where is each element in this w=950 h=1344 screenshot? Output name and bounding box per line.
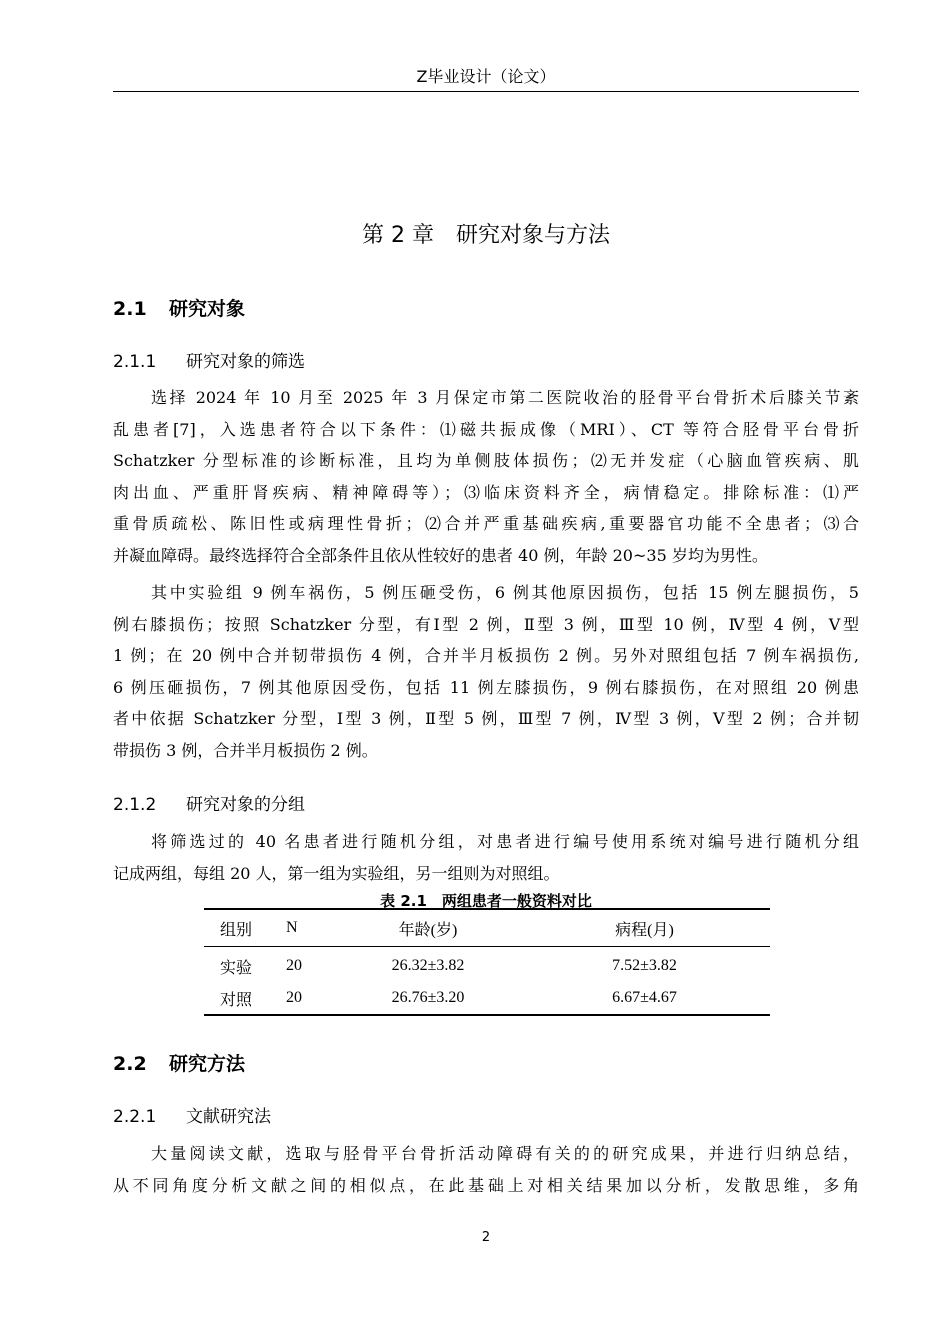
- text-line: Schatzker 分型标准的诊断标准，且均为单侧肢体损伤；⑵无并发症（心脑血管疾病、肌: [113, 451, 859, 470]
- table-cell: 26.76±3.20: [337, 982, 519, 1015]
- subsection-title: 研究对象的筛选: [186, 352, 305, 372]
- text-line: 并凝血障碍。最终选择符合全部条件且依从性较好的患者 40 例，年龄 20~35 岁均为男性。: [113, 545, 768, 565]
- chapter-title: 第 2 章 研究对象与方法: [362, 223, 610, 248]
- paragraph-grouping: [113, 826, 859, 889]
- paragraph-literature-method: [113, 1138, 859, 1201]
- section-heading-2-2: [113, 1049, 245, 1076]
- table-cell: 对照: [204, 982, 285, 1015]
- subsection-number: 2.1.1: [113, 352, 157, 372]
- text-line: 从不同角度分析文献之间的相似点，在此基础上对相关结果加以分析，发散思维，多角: [113, 1175, 859, 1195]
- comparison-table: [204, 908, 770, 1016]
- subsection-title: 文献研究法: [186, 1107, 271, 1127]
- table-cell: 20: [286, 957, 302, 974]
- subsection-heading-2-2-1: [113, 1102, 271, 1127]
- text-line: 记成两组，每组 20 人，第一组为实验组，另一组则为对照组。: [113, 863, 560, 883]
- text-line: 大量阅读文献，选取与胫骨平台骨折活动障碍有关的的研究成果，并进行归纳总结，: [151, 1144, 859, 1163]
- text-line: 例右膝损伤；按照 Schatzker 分型，有Ⅰ型 2 例，Ⅱ型 3 例，Ⅲ型 10 例，Ⅳ型 4 例，Ⅴ型: [113, 614, 859, 634]
- table-caption: 表 2.1 两组患者一般资料对比: [380, 892, 592, 910]
- table-cell: 7.52±3.82: [612, 957, 677, 974]
- table-row: [204, 947, 770, 983]
- table-header-row: [204, 909, 770, 947]
- table-cell: 20: [285, 982, 337, 1015]
- subsection-title: 研究对象的分组: [186, 795, 305, 815]
- section-number: 2.1: [113, 298, 147, 320]
- section-number: 2.2: [113, 1053, 147, 1075]
- subsection-number: 2.2.1: [113, 1107, 157, 1127]
- text-line: 1 例；在 20 例中合并韧带损伤 4 例，合并半月板损伤 2 例。另外对照组包括 7 例车祸损伤,: [113, 646, 859, 665]
- table-cell: 6.67±4.67: [519, 982, 770, 1015]
- subsection-heading-2-1-1: [113, 347, 305, 372]
- text-line: 肉出血、严重肝肾疾病、精神障碍等）；⑶临床资料齐全，病情稳定。排除标准：⑴严: [113, 482, 859, 502]
- text-line: 选择 2024 年 10 月至 2025 年 3 月保定市第二医院收治的胫骨平台骨折术后膝关节紊: [151, 388, 859, 407]
- subsection-heading-2-1-2: [113, 790, 305, 815]
- table-header-cell: N: [285, 909, 337, 947]
- paragraph-group-details: [113, 577, 859, 766]
- table-header-cell: 病程(月): [519, 909, 770, 947]
- subsection-number: 2.1.2: [113, 795, 157, 815]
- section-heading-2-1: [113, 294, 245, 321]
- page-number: 2: [481, 1230, 491, 1245]
- section-title: 研究对象: [169, 298, 246, 320]
- header-rule: [113, 91, 859, 92]
- paragraph-selection-criteria: [113, 382, 859, 571]
- text-line: 6 例压砸损伤，7 例其他原因受伤，包括 11 例左膝损伤，9 例右膝损伤，在对照组 20 例患: [113, 677, 859, 697]
- table-row: [204, 982, 770, 1015]
- running-header: Z毕业设计（论文）: [416, 67, 556, 86]
- table-cell: 实验: [220, 959, 253, 977]
- text-line: 者中依据 Schatzker 分型，Ⅰ型 3 例，Ⅱ型 5 例，Ⅲ型 7 例，Ⅳ型 3 例，Ⅴ型 2 例；合并韧: [113, 709, 859, 728]
- section-title: 研究方法: [169, 1053, 246, 1075]
- text-line: 重骨质疏松、陈旧性或病理性骨折；⑵合并严重基础疾病,重要器官功能不全患者；⑶合: [113, 514, 859, 533]
- text-line: 乱患者[7]，入选患者符合以下条件：⑴磁共振成像（MRI）、CT 等符合胫骨平台骨折: [113, 419, 859, 439]
- table-cell: 26.32±3.82: [391, 957, 465, 974]
- text-line: 带损伤 3 例，合并半月板损伤 2 例。: [113, 740, 378, 760]
- text-line: 将筛选过的 40 名患者进行随机分组，对患者进行编号使用系统对编号进行随机分组: [151, 832, 859, 851]
- table-header-cell: 年龄(岁): [337, 909, 519, 947]
- table-header-cell: 组别: [204, 909, 285, 947]
- text-line: 其中实验组 9 例车祸伤，5 例压砸受伤，6 例其他原因损伤，包括 15 例左腿损伤，5: [151, 583, 859, 602]
